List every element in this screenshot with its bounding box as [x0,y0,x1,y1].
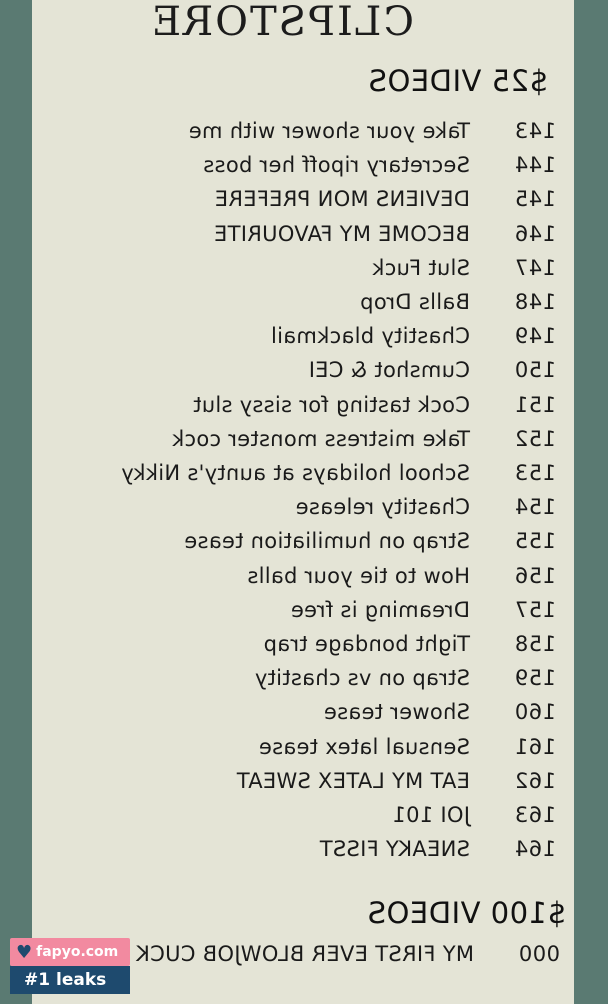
item-number: 143 [514,119,556,143]
list-item [271,319,556,353]
item-title: Chastity release [295,495,470,520]
item-title: Slut Fuck [371,255,470,280]
item-title: How to tie your balls [247,563,470,588]
item-number: 154 [514,495,556,520]
list-item [295,490,556,524]
list-item [291,593,556,627]
item-title: Sensual latex tease [258,734,470,759]
item-title: Take mistress monster cock [171,426,470,451]
item-number: 153 [514,461,556,485]
item-title: Tight bondage trap [263,632,470,656]
item-number: 148 [514,290,556,314]
page-title: CLIPSTORE [149,0,414,45]
item-title: JOI 101 [392,803,470,827]
list-item [136,937,560,971]
item-number: 164 [514,837,556,862]
item-number: 150 [514,358,556,383]
list-item [392,798,556,832]
list-item [319,832,556,866]
item-title: DEVIENS MON PREFERE [214,187,470,212]
list-item [214,217,556,251]
item-number: 161 [514,734,556,759]
list-item [172,422,556,456]
item-number: 147 [514,255,556,280]
item-number: 162 [514,768,556,793]
list-item [203,148,556,182]
item-number: 146 [514,221,556,246]
heart-icon: ♥ [16,941,33,963]
item-title: Balls Drop [359,290,470,314]
list-item [215,182,556,216]
item-title: Cumshot & CEI [308,358,470,383]
item-title: Chastity blackmail [270,324,470,349]
list-item [236,764,556,798]
item-title: Secretary ripoff her boss [203,153,470,178]
item-number: 149 [514,324,556,349]
item-title: Shower tease [323,700,470,725]
item-number: 151 [514,392,556,417]
item-title: Strap on humiliation tease [184,529,470,554]
list-item [189,114,556,148]
item-title: Cock tasting for sissy slut [192,392,470,417]
item-title: SNEAKY FISST [319,837,470,862]
item-number: 152 [514,426,556,451]
item-number: 155 [514,529,556,554]
item-number: 163 [514,803,556,827]
list-item [247,559,556,593]
item-number: 157 [514,597,556,622]
list-item [193,388,556,422]
list-item [184,524,556,558]
watermark-tagline: #1 leaks [10,966,130,994]
list-item [259,730,556,764]
item-number: 158 [514,632,556,656]
item-number: 160 [514,700,556,725]
section-heading-25: $25 VIDEOS [368,64,548,98]
item-number: 145 [514,187,556,212]
list-item [308,353,556,387]
section-heading-100: $100 VIDEOS [367,896,566,930]
list-item [121,456,556,490]
item-title: Dreaming is free [290,597,470,622]
item-number: 144 [514,153,556,178]
item-title: EAT MY LATEX SWEAT [236,768,470,793]
list-item [372,251,556,285]
item-number: 159 [514,666,556,691]
watermark-site-text: fapyo.com [36,944,119,960]
item-number: 000 [518,942,560,966]
list-item [324,695,556,729]
item-title: Take your shower with me [188,119,470,143]
item-number: 156 [514,563,556,588]
list-item [255,661,556,695]
item-title: School holidays at aunty's Nikky [121,461,470,485]
mirrored-content [32,0,574,1004]
item-title: MY FIRST EVER BLOWJOB CUCK [135,942,474,966]
item-title: Strap on vs chastity [254,666,470,691]
list-item [360,285,556,319]
list-item [263,627,556,661]
watermark-site [10,938,130,966]
item-title: BECOME MY FAVOURITE [213,221,470,246]
clipstore-page [32,0,574,1004]
